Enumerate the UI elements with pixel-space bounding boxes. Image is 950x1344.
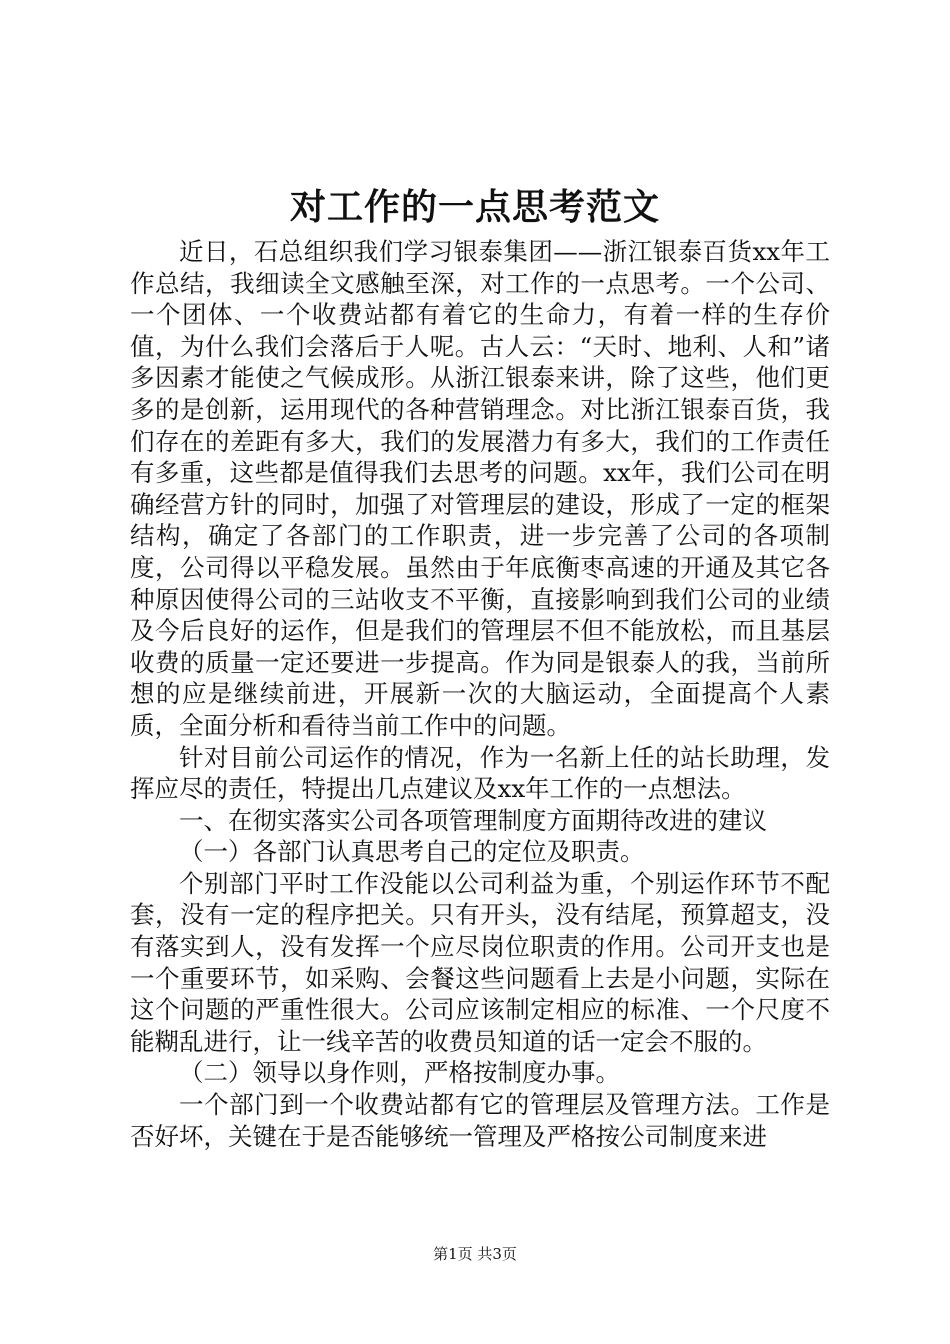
section-heading: 一、在彻实落实公司各项管理制度方面期待改进的建议 [179,805,767,835]
document-body [130,236,830,1152]
paragraph: 近日，石总组织我们学习银泰集团——浙江银泰百货xx年工作总结，我细读全文感触至深，对工作的一点思考。一个公司、一个团体、一个收费站都有着它的生命力，有着一样的生存价值，为什么我们会落后于人呢。古人云：“天时、地利、人和”诸多因素才能使之气候成形。从浙江银泰来讲，除了这些，他们更多的是创新，运用现代的各种营销理念。对比浙江银泰百货，我们存在的差距有多大，我们的发展潜力有多大，我们的工作责任有多重，这些都是值得我们去思考的问题。xx年，我们公司在明确经营方针的同时，加强了对管理层的建设，形成了一定的框架结构，确定了各部门的工作职责，进一步完善了公司的各项制度，公司得以平稳发展。虽然由于年底衡枣高速的开通及其它各种原因使得公司的三站收支不平衡，直接影响到我们公司的业绩及今后良好的运作，但是我们的管理层不但不能放松，而且基层收费的质量一定还要进一步提高。作为同是银泰人的我，当前所想的应是继续前进，开展新一次的大脑运动，全面提高个人素质，全面分析和看待当前工作中的问题。 [130,237,830,740]
document-title: 对工作的一点思考范文 [289,186,660,228]
subsection-heading: （二）领导以身作则，严格按制度办事。 [179,1058,620,1088]
paragraph: 针对目前公司运作的情况，作为一名新上任的站长助理，发挥应尽的责任，特提出几点建议及xx年工作的一点想法。 [130,742,830,804]
paragraph: 一个部门到一个收费站都有它的管理层及管理方法。工作是否好坏，关键在于是否能够统一管理及严格按公司制度来进 [130,1090,830,1151]
page-number-footer: 第1页 共3页 [433,1245,517,1263]
subsection-heading: （一）各部门认真思考自己的定位及职责。 [179,837,645,867]
paragraph: 个别部门平时工作没能以公司利益为重，个别运作环节不配套，没有一定的程序把关。只有开头，没有结尾，预算超支，没有落实到人，没有发挥一个应尽岗位职责的作用。公司开支也是一个重要环节，如采购、会餐这些问题看上去是小问题，实际在这个问题的严重性很大。公司应该制定相应的标准、一个尺度不能糊乱进行，让一线辛苦的收费员知道的话一定会不服的。 [130,868,830,1056]
